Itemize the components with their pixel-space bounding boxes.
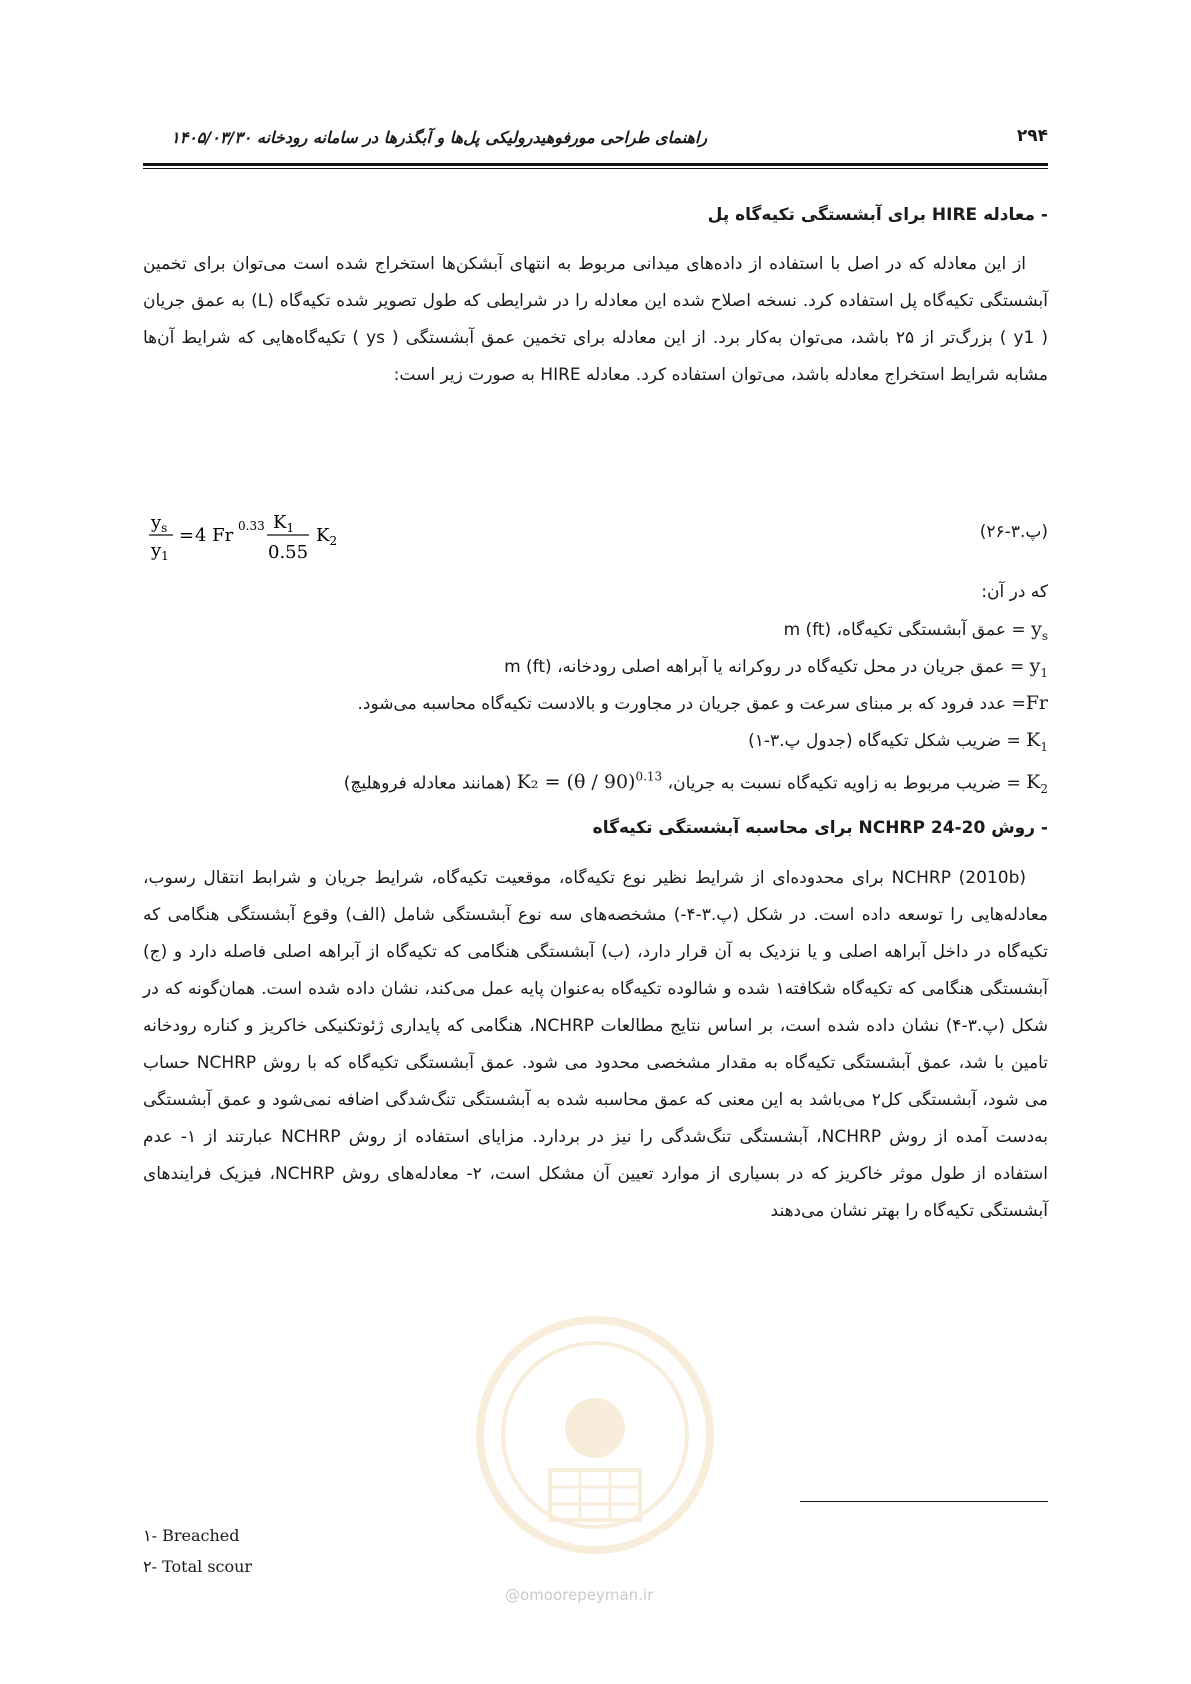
- footnote-rule: [800, 1501, 1048, 1502]
- section-heading-nchrp: - روش NCHRP 24-20 برای محاسبه آبشستگی تکیه‌گاه: [592, 818, 1048, 838]
- eq-exponent: 0.33: [238, 519, 265, 533]
- definition-ys: [143, 611, 1048, 648]
- watermark-logo: [470, 1310, 720, 1560]
- running-header: [143, 128, 707, 147]
- definition-k1: [143, 722, 1048, 759]
- page-number: ۲۹۴: [1016, 126, 1048, 146]
- equation-formula: [143, 506, 363, 566]
- eq-lhs-numerator: $y_s$: [151, 512, 168, 535]
- eq-k2: $K_2$: [316, 525, 338, 548]
- equation-number: (پ.۳-۲۶): [979, 522, 1048, 542]
- eq-coefficient: 4 Fr: [195, 525, 234, 546]
- def-symbol: $y_s$: [1031, 618, 1048, 643]
- def-symbol: Fr: [1025, 692, 1048, 714]
- def-symbol: $y_1$: [1029, 655, 1048, 680]
- def-text: = ضریب مربوط به زاویه تکیه‌گاه نسبت به جریان،: [662, 773, 1027, 794]
- eq-lhs-denominator: $y_1$: [151, 540, 169, 563]
- eq-equals: =: [179, 525, 195, 546]
- header-date: ۱۴۰۵/۰۳/۳۰: [171, 128, 252, 147]
- definition-y1: [143, 648, 1048, 685]
- header-rule: [143, 163, 1048, 166]
- def-text: = عدد فرود که بر مبنای سرعت و عمق جریان در مجاورت و بالادست تکیه‌گاه محاسبه می‌شود.: [357, 694, 1026, 714]
- def-text: = ضریب شکل تکیه‌گاه (جدول پ.۳-۱): [748, 731, 1027, 751]
- def-symbol: $K_1$: [1026, 729, 1048, 754]
- eq-k1-numerator: $K_1$: [273, 512, 295, 535]
- header-title: راهنمای طراحی مورفوهیدرولیکی پل‌ها و آبگذرها در سامانه رودخانه: [257, 128, 708, 147]
- def-text-tail: (همانند معادله فروهلیچ): [343, 773, 517, 794]
- paragraph-hire-text: از این معادله که در اصل با استفاده از داده‌های میدانی مربوط به انتهای آبشکن‌ها استخراج شده است می‌توان برای تخمین آبشستگی تکیه‌گاه پل استفاده کرد. نسخه اصلاح شده این معادله را در شرایطی که طول تصویر شده تکیه‌گاه (L) به عمق جریان ( y1 ) بزرگ‌تر از ۲۵ باشد، می‌توان به‌کار برد. از این معادله برای تخمین عمق آبشستگی ( ys ) تکیه‌گاه‌هایی که شرایط آن‌ها مشابه شرایط استخراج معادله باشد، می‌توان استفاده کرد. معادله HIRE به صورت زیر است:: [143, 254, 1049, 385]
- equation-hire: [143, 506, 1048, 566]
- footnotes: [143, 1520, 443, 1582]
- def-text: = عمق آبشستگی تکیه‌گاه، (ft) m: [783, 620, 1032, 640]
- paragraph-nchrp: [143, 860, 1048, 1230]
- eq-k1-denominator: 0.55: [268, 542, 309, 563]
- paragraph-nchrp-text: NCHRP (2010b) برای محدوده‌ای از شرایط نظیر نوع تکیه‌گاه، موقعیت تکیه‌گاه، شرایط جریان و شرابط انتقال رسوب، معادله‌هایی را توسعه داده است. در شکل (پ.۳-۴-) مشخصه‌های سه نوع آبشستگی شامل (الف) وقوع آبشستگی هنگامی که تکیه‌گاه در داخل آبراهه اصلی و یا نزدیک به آن قرار دارد، (ب) آبشستگی هنگامی که تکیه‌گاه از آبراهه اصلی فاصله دارد و (ج) آبشستگی هنگامی که تکیه‌گاه شکافته۱ شده و شالوده تکیه‌گاه به‌عنوان پایه عمل می‌کند، نشان داده شده است. همان‌گونه که در شکل (پ.۳-۴) نشان داده شده است، بر اساس نتایج مطالعات NCHRP، هنگامی که پایداری ژئوتکنیکی خاکریز و کناره رودخانه تامین با شد، عمق آبشستگی تکیه‌گاه به مقدار مشخصی محدود می شود. عمق آبشستگی تکیه‌گاه که با روش NCHRP حساب می شود، آبشستگی کل۲ می‌باشد به این معنی که عمق محاسبه شده به آبشستگی تنگ‌شدگی اضافه نمی‌شود و عمق آبشستگی به‌دست آمده از روش NCHRP، آبشستگی تنگ‌شدگی را نیز در بردارد. مزایای استفاده از روش NCHRP عبارتند از ۱- عدم استفاده از طول موثر خاکریز که در بسیاری از موارد تعیین آن مشکل است، ۲- معادله‌های روش NCHRP، فیزیک فرایندهای آبشستگی تکیه‌گاه را بهتر نشان می‌دهند: [143, 868, 1049, 1221]
- page-header: [143, 118, 1048, 158]
- def-symbol: $K_2$: [1026, 771, 1048, 797]
- def-k2-formula: K₂ = (θ / 90)$^{0.13}$: [516, 770, 663, 794]
- footnote-1: ۱- Breached: [143, 1526, 240, 1545]
- footnote-2: ۲- Total scour: [143, 1557, 253, 1576]
- definitions-list: [143, 574, 1048, 796]
- section-heading-hire: - معادله HIRE برای آبشستگی تکیه‌گاه پل: [707, 205, 1048, 225]
- watermark-url: @omoorepeyman.ir: [505, 1586, 654, 1604]
- header-rule-thin: [143, 168, 1048, 169]
- def-text: = عمق جریان در محل تکیه‌گاه در روکرانه یا آبراهه اصلی رودخانه، (ft) m: [504, 657, 1030, 677]
- definition-k2: [143, 759, 1048, 796]
- definitions-intro: که در آن:: [981, 582, 1048, 602]
- definition-fr: [143, 685, 1048, 722]
- paragraph-hire: [143, 246, 1048, 394]
